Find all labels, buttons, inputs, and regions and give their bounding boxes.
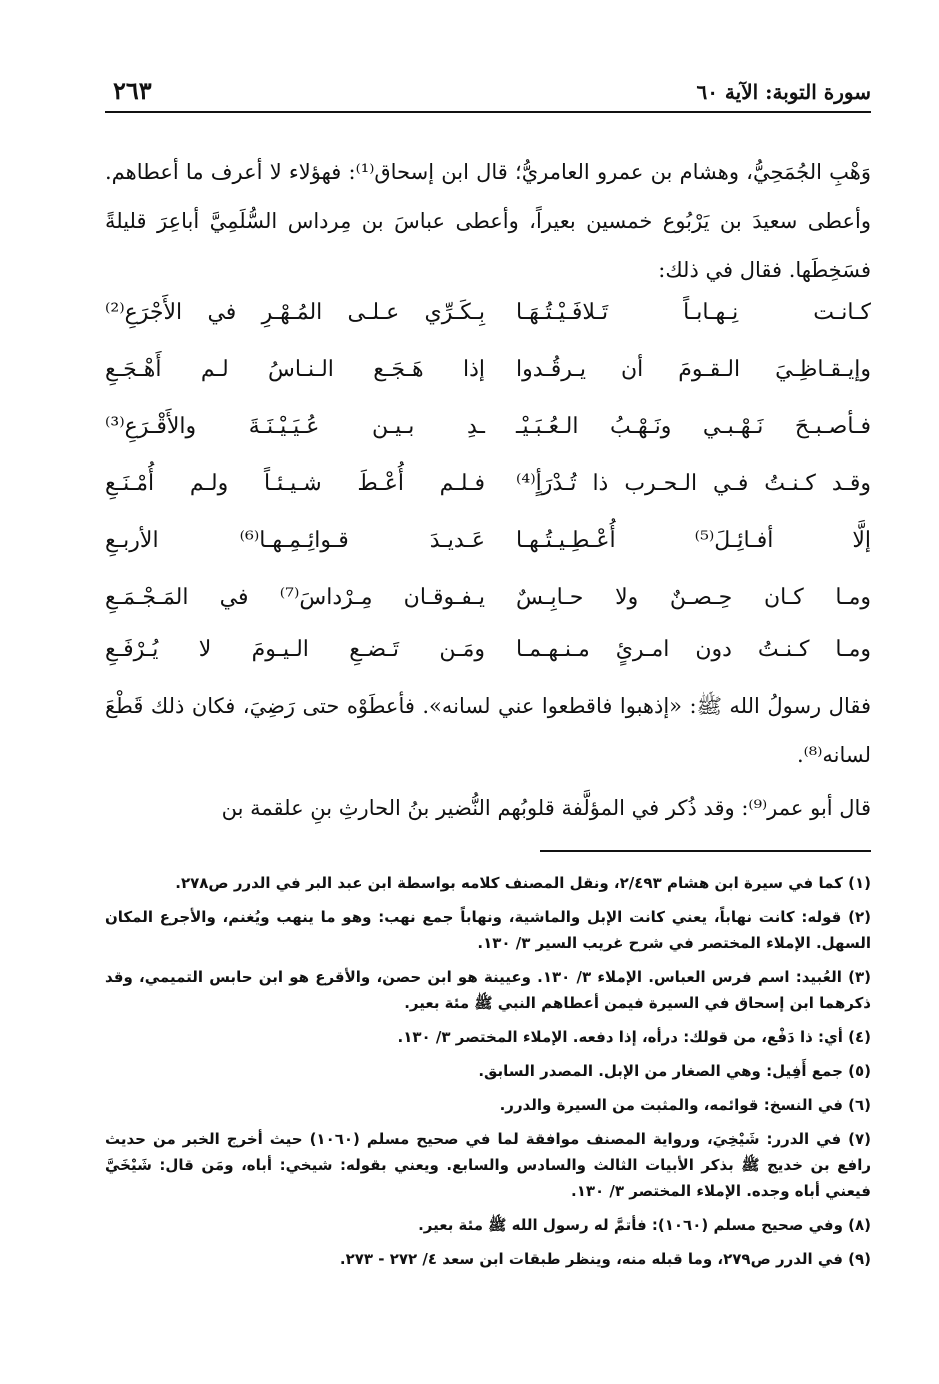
verse-right-hemistich: إلَّا أفـائِـلَ⁽⁵⁾ أُعْـطِـيـتُـهـا [516, 528, 872, 553]
verse-line [105, 406, 871, 464]
footnote: (٦) في النسخ: قوائمه، والمثبت من السيرة والدرر. [499, 1096, 871, 1114]
paragraph-abu-umar [105, 784, 871, 833]
verse-right-hemistich: كـانـت نِـهـابـاً تَـلافَـيْـتُـهَـا [516, 300, 871, 325]
verse-line [105, 463, 871, 521]
verse-left-hemistich: فـلـم أُعْـطَ شـيـئـاً ولـم أُمْـنَـعِ [105, 471, 485, 496]
verse-line [105, 520, 871, 578]
running-title: سورة التوبة: الآية ٦٠ [696, 80, 871, 104]
footnote: (٢) قوله: كانت نهاباً، يعني كانت الإبل والماشية، ونهاباً جمع نهب: وهو ما ينهب ويُغنم، والأجرع المكان السهل. الإملاء المختصر في شرح غريب السير ٣/ ١٣٠. [105, 908, 871, 952]
page-number: ٢٦٣ [113, 76, 152, 105]
header-divider [105, 111, 871, 113]
paragraph-text: قال أبو عمر⁽⁹⁾: وقد ذُكر في المؤلَّفة قلوبُهم النُّضير بنُ الحارثِ بنِ علقمة بن [221, 796, 871, 820]
verse-line [105, 292, 871, 350]
verse-left-hemistich: يـفـوقـان مِـرْداسَ⁽⁷⁾ في المَـجْـمَـعِ [105, 585, 485, 610]
page-header [105, 72, 871, 112]
verse-right-hemistich: ومـا كـنـتُ دون امـرئٍ مـنـهـمـا [516, 637, 871, 662]
paragraph-intro [105, 148, 871, 295]
verse-right-hemistich: فـأصـبـحَ نَـهْـبـي ونَـهْـبُ الـعُـبَـيْـ [516, 414, 871, 439]
footnotes [105, 870, 871, 1280]
paragraph-text: وَهْبِ الجُمَحِيُّ، وهشام بن عمرو العامريُّ؛ قال ابن إسحاق⁽¹⁾: فهؤلاء لا أعرف ما أعطاهم. وأعطى سعيدَ بن يَرْبُوع خمسين بعيراً، وأعطى عباسَ بن مِرداس السُّلَمِيَّ أباعِرَ قليلةً فسَخِطَها. فقال في ذلك: [105, 160, 871, 282]
verse-line [105, 629, 871, 687]
footnote: (٨) وفي صحيح مسلم (١٠٦٠): فأتمَّ له رسول الله ﷺ مئة بعير. [418, 1216, 871, 1234]
verse-left-hemistich: إذا هَـجَـع الـنـاسُ لـم أَهْـجَـعِ [105, 357, 485, 382]
verse-right-hemistich: ومـا كـان حِـصـنٌ ولا حـابِـسٌ [516, 585, 871, 610]
footnote: (٥) جمع أَفِيل: وهي الصغار من الإبل. المصدر السابق. [478, 1062, 871, 1080]
verse-left-hemistich: بِـكَـرِّي عـلـى المُـهْـرِ في الأَجْرَعِ⁽²⁾ [105, 300, 485, 325]
verse-left-hemistich: ـدِ بـيـن عُـيَـيْـنَـةَ والأَقْـرَعِ⁽³⁾ [105, 414, 485, 439]
footnote: (٣) العُبيد: اسم فرس العباس. الإملاء ٣/ ١٣٠. وعيينة هو ابن حصن، والأقرع هو ابن حابس التميمي، وقد ذكرهما ابن إسحاق في السيرة فيمن أعطاهم النبي ﷺ مئة بعير. [105, 968, 871, 1012]
verse-right-hemistich: وإيـقـاظِـيَ الـقـومَ أن يـرقُـدوا [516, 357, 871, 382]
footnote: (٤) أي: ذا دَفْع، من قولك: درأه، إذا دفعه. الإملاء المختصر ٣/ ١٣٠. [397, 1028, 871, 1046]
verse-left-hemistich: عَـديـدَ قـوائِـمِـهـا⁽⁶⁾ الأربـعِ [105, 528, 485, 553]
footnote: (٩) في الدرر ص٢٧٩، وما قبله منه، وينظر طبقات ابن سعد ٤/ ٢٧٢ - ٢٧٣. [339, 1250, 871, 1268]
footnote: (٧) في الدرر: شَيْخِيَ، ورواية المصنف موافقة لما في صحيح مسلم (١٠٦٠) حيث أخرج الخبر من حديث رافع بن خديج ﷺ بذكر الأبيات الثالث والسادس والسابع. ويعني بقوله: شيخي: أباه، ومَن قال: شَيْخَيَّ فيعني أباه وجده. الإملاء المختصر ٣/ ١٣٠. [105, 1130, 871, 1200]
verse-line [105, 349, 871, 407]
paragraph-prophet [105, 682, 871, 780]
verse-line [105, 577, 871, 635]
verse-left-hemistich: ومَـن تَـضـعِ الـيـومَ لا يُـرْفَـعِ [105, 637, 485, 662]
footnote: (١) كما في سيرة ابن هشام ٢/٤٩٣، ونقل المصنف كلامه بواسطة ابن عبد البر في الدرر ص٢٧٨. [175, 874, 871, 892]
paragraph-text: فقال رسولُ الله ﷺ: «إذهبوا فاقطعوا عني لسانه». فأعطَوْه حتى رَضِيَ، فكان ذلك قَطْعَ لسانه⁽⁸⁾. [105, 694, 871, 767]
footnote-divider [540, 850, 871, 852]
verse-right-hemistich: وقـد كـنـتُ فـي الـحـرب ذا تُـدْرَأٍ⁽⁴⁾ [516, 471, 871, 496]
